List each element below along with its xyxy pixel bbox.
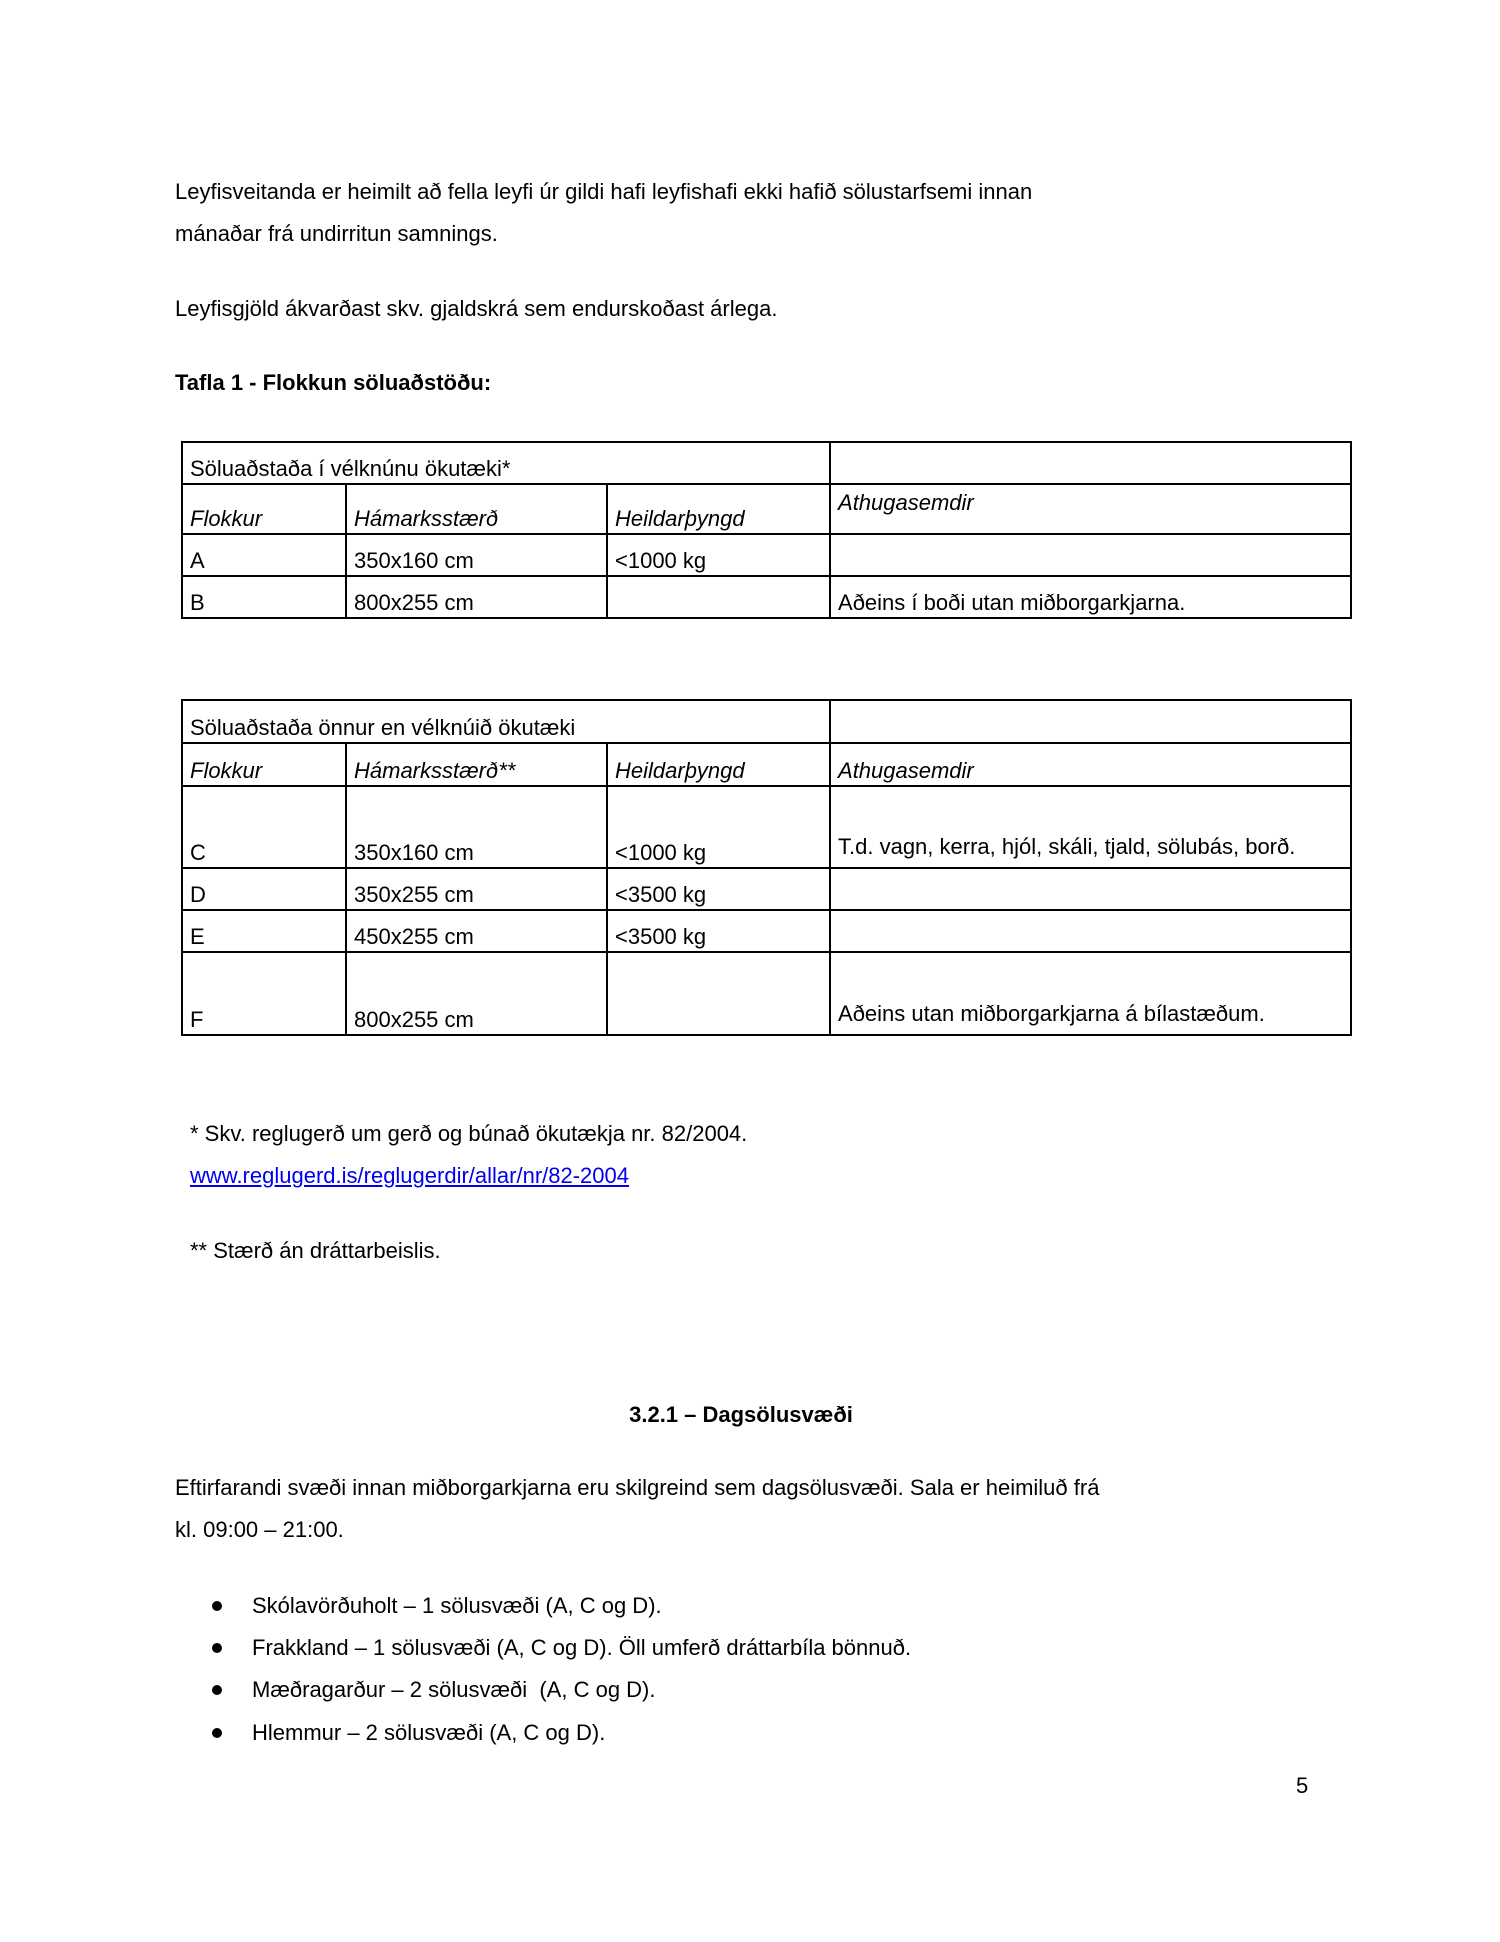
- table-row: [182, 786, 1351, 868]
- list-item: Frakkland – 1 sölusvæði (A, C og D). Öll umferð dráttarbíla bönnuð.: [252, 1635, 912, 1660]
- table-title: Söluaðstaða önnur en vélknúið ökutæki: [182, 700, 830, 743]
- list-item: Mæðragarður – 2 sölusvæði (A, C og D).: [252, 1677, 656, 1702]
- header-cell: Athugasemdir: [830, 484, 1351, 534]
- bullet-icon: [212, 1728, 222, 1738]
- cell: Aðeins utan miðborgarkjarna á bílastæðum.: [830, 952, 1351, 1035]
- list-item: Hlemmur – 2 sölusvæði (A, C og D).: [252, 1720, 606, 1745]
- table-row: [182, 910, 1351, 952]
- paragraph-line: Eftirfarandi svæði innan miðborgarkjarna eru skilgreind sem dagsölusvæði. Sala er heimiluð frá: [175, 1475, 1100, 1500]
- table-header-row: [182, 484, 1351, 534]
- section-heading: 3.2.1 – Dagsölusvæði: [629, 1402, 853, 1427]
- regulation-link[interactable]: www.reglugerd.is/reglugerdir/allar/nr/82-2004: [190, 1163, 630, 1188]
- cell: F: [182, 952, 346, 1035]
- table-row: [182, 534, 1351, 576]
- paragraph-line: mánaðar frá undirritun samnings.: [175, 221, 498, 246]
- table-title-row: [182, 442, 1351, 484]
- page-number: 5: [1296, 1773, 1309, 1798]
- cell: 450x255 cm: [346, 910, 607, 952]
- bullet-icon: [212, 1601, 222, 1611]
- table-row: [182, 952, 1351, 1035]
- table-motorized: [181, 441, 1352, 619]
- table-row: [182, 868, 1351, 910]
- empty-cell: [830, 442, 1351, 484]
- cell: E: [182, 910, 346, 952]
- cell: [607, 576, 830, 618]
- table-non-motorized: [181, 699, 1352, 1036]
- cell: Aðeins í boði utan miðborgarkjarna.: [830, 576, 1351, 618]
- cell: 800x255 cm: [346, 576, 607, 618]
- bullet-icon: [212, 1643, 222, 1653]
- table-header-row: [182, 743, 1351, 786]
- header-cell: Heildarþyngd: [607, 743, 830, 786]
- cell: 350x160 cm: [346, 786, 607, 868]
- paragraph-line: kl. 09:00 – 21:00.: [175, 1517, 344, 1542]
- cell: B: [182, 576, 346, 618]
- paragraph: Leyfisgjöld ákvarðast skv. gjaldskrá sem endurskoðast árlega.: [175, 296, 778, 321]
- header-cell: Heildarþyngd: [607, 484, 830, 534]
- header-cell: Flokkur: [182, 743, 346, 786]
- cell: [830, 868, 1351, 910]
- cell: [830, 534, 1351, 576]
- cell: <1000 kg: [607, 786, 830, 868]
- header-cell: Hámarksstærð: [346, 484, 607, 534]
- header-cell: Hámarksstærð**: [346, 743, 607, 786]
- list-item: Skólavörðuholt – 1 sölusvæði (A, C og D).: [252, 1593, 662, 1618]
- cell: <1000 kg: [607, 534, 830, 576]
- cell: A: [182, 534, 346, 576]
- empty-cell: [830, 700, 1351, 743]
- cell: 800x255 cm: [346, 952, 607, 1035]
- cell: <3500 kg: [607, 868, 830, 910]
- table-title: Söluaðstaða í vélknúnu ökutæki*: [182, 442, 830, 484]
- paragraph-line: Leyfisveitanda er heimilt að fella leyfi úr gildi hafi leyfishafi ekki hafið sölustarfsemi innan: [175, 179, 1033, 204]
- cell: T.d. vagn, kerra, hjól, skáli, tjald, sölubás, borð.: [830, 786, 1351, 868]
- footnote: * Skv. reglugerð um gerð og búnað ökutækja nr. 82/2004.: [190, 1121, 748, 1146]
- table-row: [182, 576, 1351, 618]
- cell: 350x160 cm: [346, 534, 607, 576]
- cell: D: [182, 868, 346, 910]
- cell: [607, 952, 830, 1035]
- footnote: ** Stærð án dráttarbeislis.: [190, 1238, 441, 1263]
- cell: C: [182, 786, 346, 868]
- cell: <3500 kg: [607, 910, 830, 952]
- table-caption: Tafla 1 - Flokkun söluaðstöðu:: [175, 370, 492, 395]
- cell: 350x255 cm: [346, 868, 607, 910]
- header-cell: Flokkur: [182, 484, 346, 534]
- table-title-row: [182, 700, 1351, 743]
- cell: [830, 910, 1351, 952]
- header-cell: Athugasemdir: [830, 743, 1351, 786]
- bullet-icon: [212, 1685, 222, 1695]
